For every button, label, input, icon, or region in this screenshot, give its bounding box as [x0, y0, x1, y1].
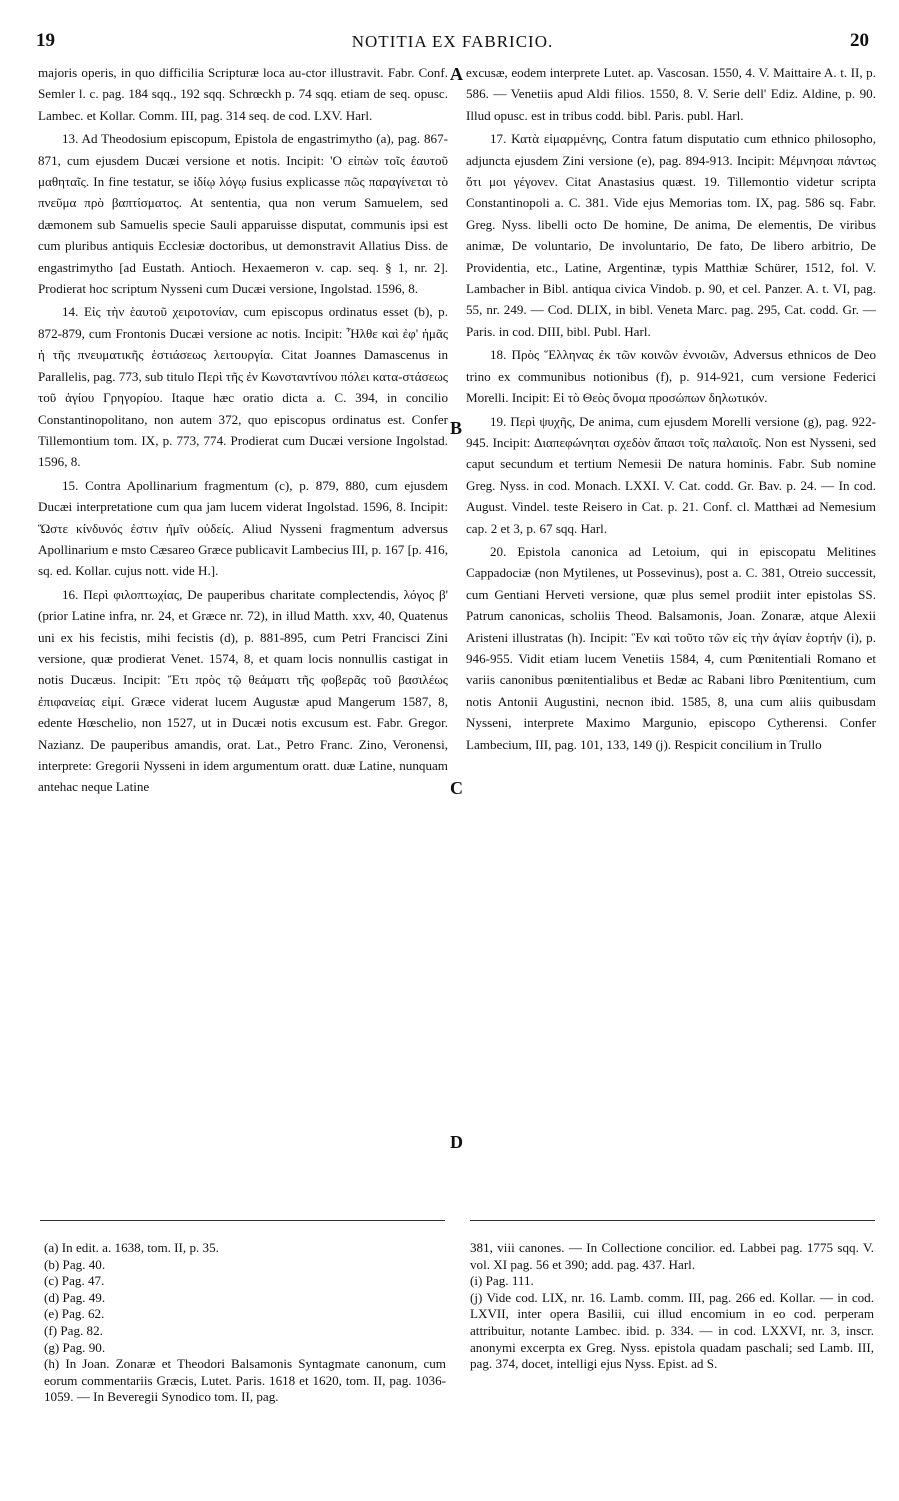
paragraph: 14. Εἰς τὴν ἑαυτοῦ χειροτονίαν, cum episcopus ordinatus esset (b), p. 872-879, cum Frontonis Ducæi versione ac notis. Incipit: Ἦλθε καὶ ἐφ' ἡμᾶς ἡ τῆς πνευματικῆς ἑστιάσεως λειτουργία. Citat Joannes Damascenus in Parallelis, pag. 773, sub titulo Περὶ τῆς ἐν Κωνσταντίνου πόλει κατα-στάσεως τοῦ ἁγίου Γρηγορίου. Itaque hæc oratio dicta a. C. 394, in concilio Constantinopolitano, non autem 372, quo episcopus ordinatus est. Confer Tillemontium tom. IX, p. 773, 774. Prodierat cum Ducæi versione Ingolstad. 1596, 8.: [38, 304, 448, 470]
footnote-divider: [40, 1220, 445, 1221]
footnote: (f) Pag. 82.: [44, 1322, 103, 1338]
page-number-right: 20: [850, 30, 869, 51]
running-header: [36, 30, 869, 60]
footnote: (c) Pag. 47.: [44, 1273, 105, 1289]
footnotes-right: [470, 1240, 874, 1373]
footnotes-left: [44, 1240, 446, 1406]
margin-letter: A: [450, 64, 463, 84]
margin-letter: C: [450, 778, 463, 798]
footnote: 381, viii canones. — In Collectione concilior. ed. Labbei pag. 1775 sqq. V. vol. XI pag. 56 et 390; add. pag. 437. Harl.: [470, 1240, 874, 1272]
footnote: (h) In Joan. Zonaræ et Theodori Balsamonis Syntagmate canonum, cum eorum commentariis Græcis, Lutet. Paris. 1618 et 1620, tom. II, pag. 1036-1059. — In Beveregii Synodico tom. II, pag.: [44, 1356, 446, 1405]
margin-letter: D: [450, 1132, 463, 1152]
footnote: (i) Pag. 111.: [470, 1273, 534, 1289]
footnote: (b) Pag. 40.: [44, 1256, 106, 1272]
running-title: NOTITIA EX FABRICIO.: [351, 32, 554, 51]
footnote: (a) In edit. a. 1638, tom. II, p. 35.: [44, 1240, 219, 1255]
paragraph: 13. Ad Theodosium episcopum, Epistola de engastrimytho (a), pag. 867-871, cum ejusdem Ducæi versione et notis. Incipit: 'Ο εἰπὼν τοῖς ἑαυτοῦ μαθηταῖς. In fine testatur, se ἰδίῳ λόγῳ fusius explicasse πῶς παραγίνεται τὸ πνεῦμα πρὸ βαπτίσματος. At sententia, qua non verum Samuelem, sed dæmonem sub Samuelis specie Sauli apparuisse disputat, communis ipsi est cum pluribus antiquis Ecclesiæ doctoribus, ut demonstravit Allatius Diss. de engastrimytho [ad Eustath. Antioch. Hexaemeron v. cap. seq. § 1, nr. 2]. Prodierat hoc scriptum Nysseni cum Ducæi versione, Ingolstad. 1596, 8.: [38, 131, 448, 297]
paragraph: 20. Epistola canonica ad Letoium, qui in episcopatu Melitines Cappadociæ (non Mytilenes, ut Possevinus), post a. C. 381, Otreio successit, cum Gentiani Herveti versione, quæ plus semel prodiit inter epistolas SS. Patrum canonicas, scholiis Theod. Balsamonis, Joan. Zonaræ, atque Alexii Aristeni illustratas (h). Incipit: Ἓν καὶ τοῦτο τῶν εἰς τὴν ἁγίαν ἑορτήν (i), p. 946-955. Vidit etiam lucem Venetiis 1584, 4, cum Pœnitentiali Romano et variis canonibus pœnitentialibus et Bedæ ac Rabani libro Pœnitentium, cum notis Antonii Augustini, necnon ibid. 1585, 8, una cum aliis quibusdam Nysseni, interprete Maximo Margunio, episcopo Cytherensi. Confer Lambecium, III, pag. 101, 133, 149 (j). Respicit concilium in Trullo: [466, 543, 876, 752]
footnote: (e) Pag. 62.: [44, 1306, 105, 1322]
footnote: (g) Pag. 90.: [44, 1339, 106, 1355]
footnote-divider: [470, 1220, 875, 1221]
paragraph: excusæ, eodem interprete Lutet. ap. Vascosan. 1550, 4. V. Maittaire A. t. II, p. 586. — Venetiis apud Aldi filios. 1550, 8. V. Serie dell' Ediz. Aldine, p. 90. Illud opusc. est in tribus codd. bibl. Paris. publ. Harl.: [466, 65, 876, 123]
margin-letter: B: [450, 418, 463, 438]
right-column: [466, 62, 876, 755]
footnote: (d) Pag. 49.: [44, 1289, 106, 1305]
page-number-left: 19: [36, 30, 55, 51]
paragraph: 15. Contra Apollinarium fragmentum (c), p. 879, 880, cum ejusdem Ducæi interpretatione cum qua jam lucem viderat Ingolstad. 1596, 8. Incipit: Ὥστε κίνδυνός ἐστιν ἡμῖν οὐδείς. Aliud Nysseni fragmentum adversus Apollinarium e msto Cæsareo Græce publicavit Lambecius III, p. 167 [p. 416, sq. ed. Kollar. cujus nott. vide H.].: [38, 477, 448, 579]
paragraph: majoris operis, in quo difficilia Scripturæ loca au-ctor illustravit. Fabr. Conf. Semler l. c. pag. 184 sqq., 192 sqq. Schrœckh p. 74 sqq. etiam de seq. opusc. Lambec. et Kollar. Comm. III, pag. 314 seq. de cod. LXV. Harl.: [38, 65, 448, 123]
left-column: [38, 62, 448, 798]
paragraph: 16. Περὶ φιλοπτωχίας, De pauperibus charitate complectendis, λόγος β' (prior Latine infra, nr. 24, et Græce nr. 72), in illud Matth. xxv, 40, Quatenus uni ex his fecistis, mihi fecistis (d), p. 881-895, cum Petri Francisci Zini versione, quæ prodierat Venet. 1574, 8, et quam locis nonnullis castigat in notis Ducæus. Incipit: Ἔτι πρὸς τῷ θεάματι τῆς φοβερᾶς τοῦ βασιλέως ἐπιφανείας εἰμί. Græce viderat lucem Augustæ apud Mangerum 1587, 8, edente Hœschelio, non 1527, ut in Ducæi notis excusum est. Fabr. Gregor. Nazianz. De pauperibus amandis, orat. Lat., Petro Franc. Zino, Veronensi, interprete: Gregorii Nysseni in idem argumentum oratt. duæ Latine, nunquam antehac neque Latine: [38, 586, 448, 795]
paragraph: 18. Πρὸς Ἕλληνας ἐκ τῶν κοινῶν ἐννοιῶν, Adversus ethnicos de Deo trino ex communibus notionibus (f), p. 914-921, cum versione Federici Morelli. Incipit: Εἰ τὸ Θεὸς ὄνομα προσώπων δηλωτικόν.: [466, 347, 876, 406]
paragraph: 19. Περὶ ψυχῆς, De anima, cum ejusdem Morelli versione (g), pag. 922-945. Incipit: Διαπεφώνηται σχεδὸν ἅπασι τοῖς παλαιοῖς. Non est Nysseni, sed caput secundum et tertium Nemesii De natura hominis. Fabr. Sub nomine Greg. Nyss. in cod. Monach. LXXI. V. Cat. codd. Gr. Bav. p. 24. — In cod. August. Vindel. teste Reisero in Cat. p. 21. Conf. cl. Matthæi ad Nemesium cap. 2 et 3, p. 67 sqq. Harl.: [466, 413, 876, 536]
paragraph: 17. Κατὰ εἱμαρμένης, Contra fatum disputatio cum ethnico philosopho, adjuncta ejusdem Zini versione (e), pag. 894-913. Incipit: Μέμνησαι πάντως ὅτι μοι γέγονεν. Citat Anastasius quæst. 19. Tillemontio videtur scripta Constantinopoli a. C. 381. Vide ejus Memorias tom. IX, pag. 586 sq. Fabr. Greg. Nyss. libelli octo De homine, De anima, De elementis, De viribus animæ, De voluntario, De involuntario, De fato, De libero arbitrio, De Providentia, etc., Latine, Argentinæ, typis Matthiæ Schürer, 1512, fol. V. Lambacher in Bibl. antiqua civica Vindob. p. 90, et cel. Panzer. A. t. VI, pag. 55, nr. 249. — Cod. DLIX, in bibl. Veneta Marc. pag. 295, Cat. codd. Gr. — Paris. in cod. DIII, bibl. Publ. Harl.: [466, 131, 876, 339]
footnote: (j) Vide cod. LIX, nr. 16. Lamb. comm. III, pag. 266 ed. Kollar. — in cod. LXVII, inter opera Basilii, cui illud encomium in eo cod. perperam attribuitur, notante Lambec. ibid. p. 334. — in cod. LXXVI, nr. 3, inscr. anonymi excerpta ex Greg. Nyss. epistola quadam paschali; sed Lamb. III, pag. 374, docet, intelligi ejus Nyss. Epist. ad S.: [470, 1289, 874, 1372]
